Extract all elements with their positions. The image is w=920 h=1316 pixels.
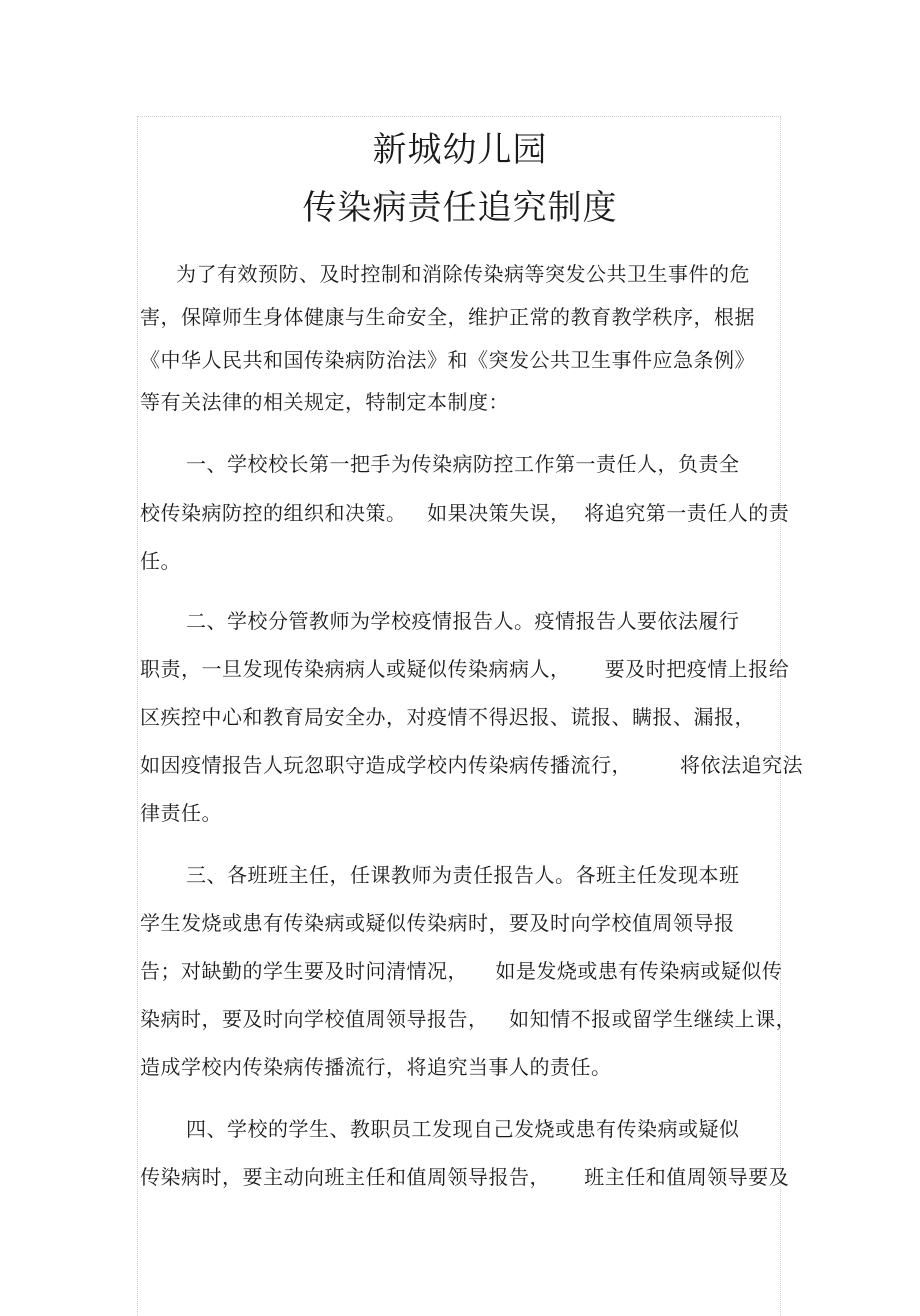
document-title-policy: 传染病责任追究制度 bbox=[302, 188, 618, 228]
section2-line-5: 律责任。 bbox=[140, 801, 222, 825]
section4-line-2: 传染病时，要主动向班主任和值周领导报告， 班主任和值周领导要及 bbox=[140, 1165, 790, 1189]
section2-line-2: 职责，一旦发现传染病病人或疑似传染病病人， 要及时把疫情上报给 bbox=[140, 657, 790, 681]
intro-line-4: 等有关法律的相关规定，特制定本制度： bbox=[140, 390, 509, 414]
section2-line-4: 如因疫情报告人玩忽职守造成学校内传染病传播流行， 将依法追究法 bbox=[140, 753, 804, 777]
section3-line-5: 造成学校内传染病传播流行，将追究当事人的责任。 bbox=[140, 1055, 612, 1079]
section3-line-1: 三、各班班主任，任课教师为责任报告人。各班主任发现本班 bbox=[186, 863, 740, 887]
section3-line-4: 染病时，要及时向学校值周领导报告， 如知情不报或留学生继续上课， bbox=[140, 1007, 797, 1031]
section1-line-2: 校传染病防控的组织和决策。 如果决策失误， 将追究第一责任人的责 bbox=[140, 501, 790, 525]
section2-line-1: 二、学校分管教师为学校疫情报告人。疫情报告人要依法履行 bbox=[186, 609, 740, 633]
document-title-school: 新城幼儿园 bbox=[372, 130, 548, 170]
section3-line-3: 告；对缺勤的学生要及时问清情况， 如是发烧或患有传染病或疑似传 bbox=[140, 959, 783, 983]
intro-line-1: 为了有效预防、及时控制和消除传染病等突发公共卫生事件的危 bbox=[176, 262, 750, 286]
section1-line-1: 一、学校校长第一把手为传染病防控工作第一责任人，负责全 bbox=[186, 452, 740, 476]
intro-line-2: 害，保障师生身体健康与生命安全，维护正常的教育教学秩序，根据 bbox=[140, 305, 755, 329]
section2-line-3: 区疾控中心和教育局安全办，对疫情不得迟报、谎报、瞒报、漏报， bbox=[140, 705, 755, 729]
section1-line-3: 任。 bbox=[140, 549, 181, 573]
intro-line-3: 《中华人民共和国传染病防治法》和《突发公共卫生事件应急条例》 bbox=[140, 348, 755, 372]
section3-line-2: 学生发烧或患有传染病或疑似传染病时，要及时向学校值周领导报 bbox=[140, 911, 735, 935]
section4-line-1: 四、学校的学生、教职员工发现自己发烧或患有传染病或疑似 bbox=[186, 1117, 740, 1141]
